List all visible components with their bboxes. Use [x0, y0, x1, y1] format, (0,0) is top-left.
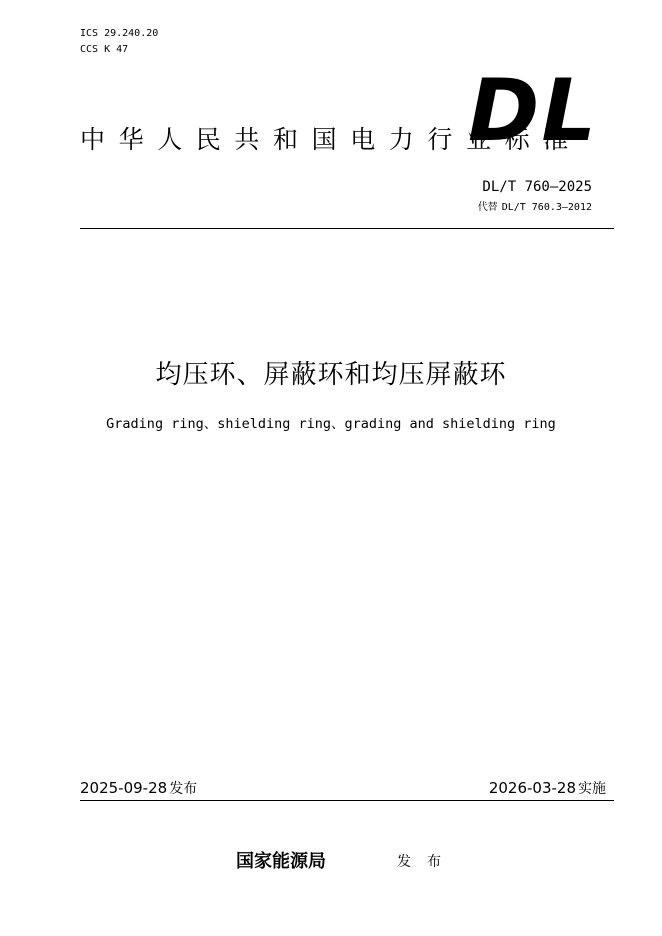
standard-number: DL/T 760—2025 [482, 179, 592, 195]
publish-label: 发布 [169, 781, 198, 797]
dl-logo: DL [468, 61, 599, 161]
issuer-action: 发布 [397, 854, 457, 870]
ccs-code: CCS K 47 [80, 44, 129, 55]
implement-label: 实施 [578, 781, 606, 797]
replaces-line [478, 201, 592, 214]
top-divider [80, 228, 614, 229]
publish-date-line [80, 779, 197, 799]
publish-date: 2025-09-28 [80, 779, 168, 797]
chinese-title: 均压环、屏蔽环和均压屏蔽环 [155, 360, 507, 390]
issuer-name: 国家能源局 [236, 851, 326, 872]
standard-category-title: 中华人民共和国电力行业标准 [80, 125, 582, 154]
bottom-divider [80, 800, 614, 801]
replaces-prefix: 代替 [477, 202, 498, 213]
replaces-number: DL/T 760.3—2012 [501, 202, 592, 213]
implement-date-line [489, 779, 606, 799]
implement-date: 2026-03-28 [488, 779, 576, 797]
english-title: Grading ring、shielding ring、grading and shielding ring [106, 416, 556, 432]
ics-code: ICS 29.240.20 [80, 28, 159, 39]
